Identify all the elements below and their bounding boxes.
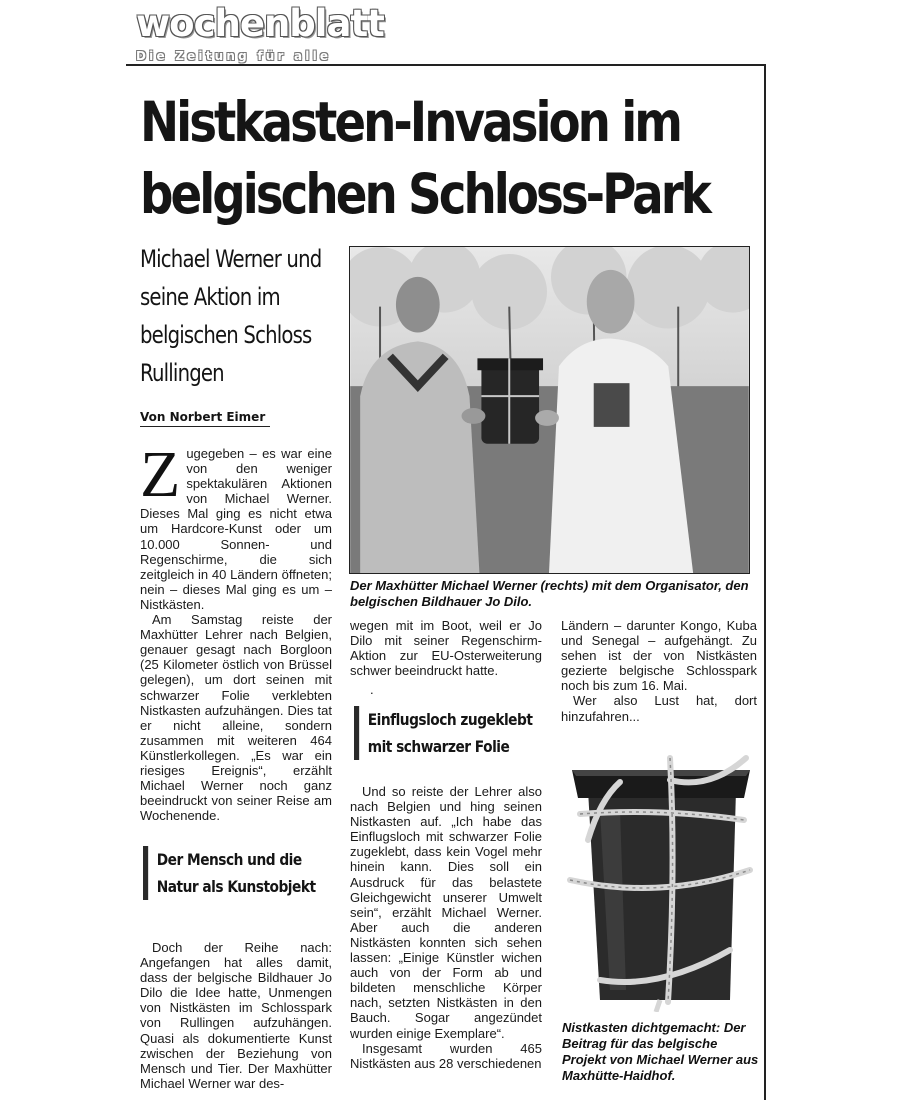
section-heading-1 xyxy=(143,846,316,900)
article-subheadline xyxy=(140,240,322,392)
paragraph: Wer also Lust hat, dort hinzufahren... xyxy=(561,693,757,724)
photo-caption-2: Nistkasten dichtgemacht: Der Beitrag für das belgische Projekt von Michael Werner aus Maxhütte-Haidhof. xyxy=(562,1020,759,1083)
paragraph: Ländern – darunter Kongo, Kuba und Senegal – aufgehängt. Zu sehen ist der von Nistkästen gezierte belgische Schlosspark noch bis zum 16. Mai. xyxy=(561,618,757,694)
article-column-1 xyxy=(140,438,332,824)
article-column-2 xyxy=(350,618,542,678)
article-column-2-continued xyxy=(350,784,542,1071)
paragraph-intro xyxy=(140,438,332,612)
paragraph-intro-text: ugegeben – es war eine von den weniger spektakulären Aktionen von Michael Werner. Dieses Mal ging es nicht etwa um Hardcore-Kunst oder um 10.000 Sonnen- und Regenschirme, die sich zeitgleich in 40 Ländern öffneten; nein – dieses Mal ging es um – Nistkästen. xyxy=(140,446,332,612)
paragraph: Doch der Reihe nach: Angefangen hat alles damit, dass der belgische Bildhauer Jo Dilo die Idee hatte, Unmengen von Nistkästen im Schlosspark von Rullingen aufzuhängen. Quasi als dokumentierte Kunst zwischen der Beziehung von Mensch und Tier. Der Maxhütter Michael Werner war des- xyxy=(140,940,332,1091)
article-column-3 xyxy=(561,618,757,724)
masthead xyxy=(136,2,386,66)
subhead-line-3: belgischen Schloss xyxy=(140,321,312,349)
subhead-line-2: seine Aktion im xyxy=(140,283,280,311)
section-heading-1-line-2: Natur als Kunstobjekt xyxy=(156,877,316,896)
section-heading-2 xyxy=(354,706,532,760)
section-heading-2-line-2: mit schwarzer Folie xyxy=(367,737,510,756)
stray-dot: . xyxy=(370,682,374,697)
subhead-line-4: Rullingen xyxy=(140,359,224,387)
paragraph: wegen mit im Boot, weil er Jo Dilo mit seiner Regenschirm-Aktion zur EU-Osterweiterung schwer beeindruckt hatte. xyxy=(350,618,542,679)
article-column-1-continued xyxy=(140,940,332,1091)
photo-taped-nest-box xyxy=(560,750,760,1012)
section-heading-1-line-1: Der Mensch und die xyxy=(156,850,302,869)
newspaper-logo: wochenblatt xyxy=(136,2,384,45)
section-heading-2-line-1: Einflugsloch zugeklebt xyxy=(367,710,533,729)
drop-cap: Z xyxy=(140,438,181,511)
headline-line-2: belgischen Schloss-Park xyxy=(140,162,709,226)
subhead-line-1: Michael Werner und xyxy=(140,245,322,273)
photo-werner-and-dilo xyxy=(349,246,750,574)
newspaper-tagline: Die Zeitung für alle xyxy=(136,49,332,63)
paragraph: Am Samstag reiste der Maxhütter Lehrer nach Belgien, genauer gesagt nach Borgloon (25 Kilometer östlich von Brüssel gelegen), um dort seinen mit schwarzer Folie verklebten Nistkasten aufzuhängen. Dies tat er nicht alleine, sondern zusammen mit weiteren 464 Künstlerkollegen. „Es war ein riesiges Ereignis“, erzählt Michael Werner noch ganz beeindruckt von seiner Reise am Wochenende. xyxy=(140,612,332,824)
paragraph: Und so reiste der Lehrer also nach Belgien und hing seinen Nistkasten auf. „Ich habe das Einflugsloch mit schwarzer Folie zugeklebt, dass kein Vogel mehr hinein kann. Dies soll ein Ausdruck für das belastete Gleichgewicht unserer Umwelt sein“, erzählt Michael Werner. Aber auch die anderen Nistkästen konnten sich sehen lassen: „Einige Künstler wichen auch von der Form ab und bildeten menschliche Körper nach, setzten Nistkästen in den Bauch. Sogar angezündet wurden einige Exemplare“. xyxy=(350,784,542,1041)
page-edge-rule xyxy=(764,64,766,1100)
article-headline xyxy=(140,86,709,230)
paragraph: Insgesamt wurden 465 Nistkästen aus 28 verschiedenen xyxy=(350,1040,542,1071)
masthead-rule xyxy=(126,64,766,66)
headline-line-1: Nistkasten-Invasion im xyxy=(140,90,681,154)
byline: Von Norbert Eimer xyxy=(140,410,270,427)
photo-caption-1: Der Maxhütter Michael Werner (rechts) mit dem Organisator, den belgischen Bildhauer Jo Dilo. xyxy=(350,578,749,609)
